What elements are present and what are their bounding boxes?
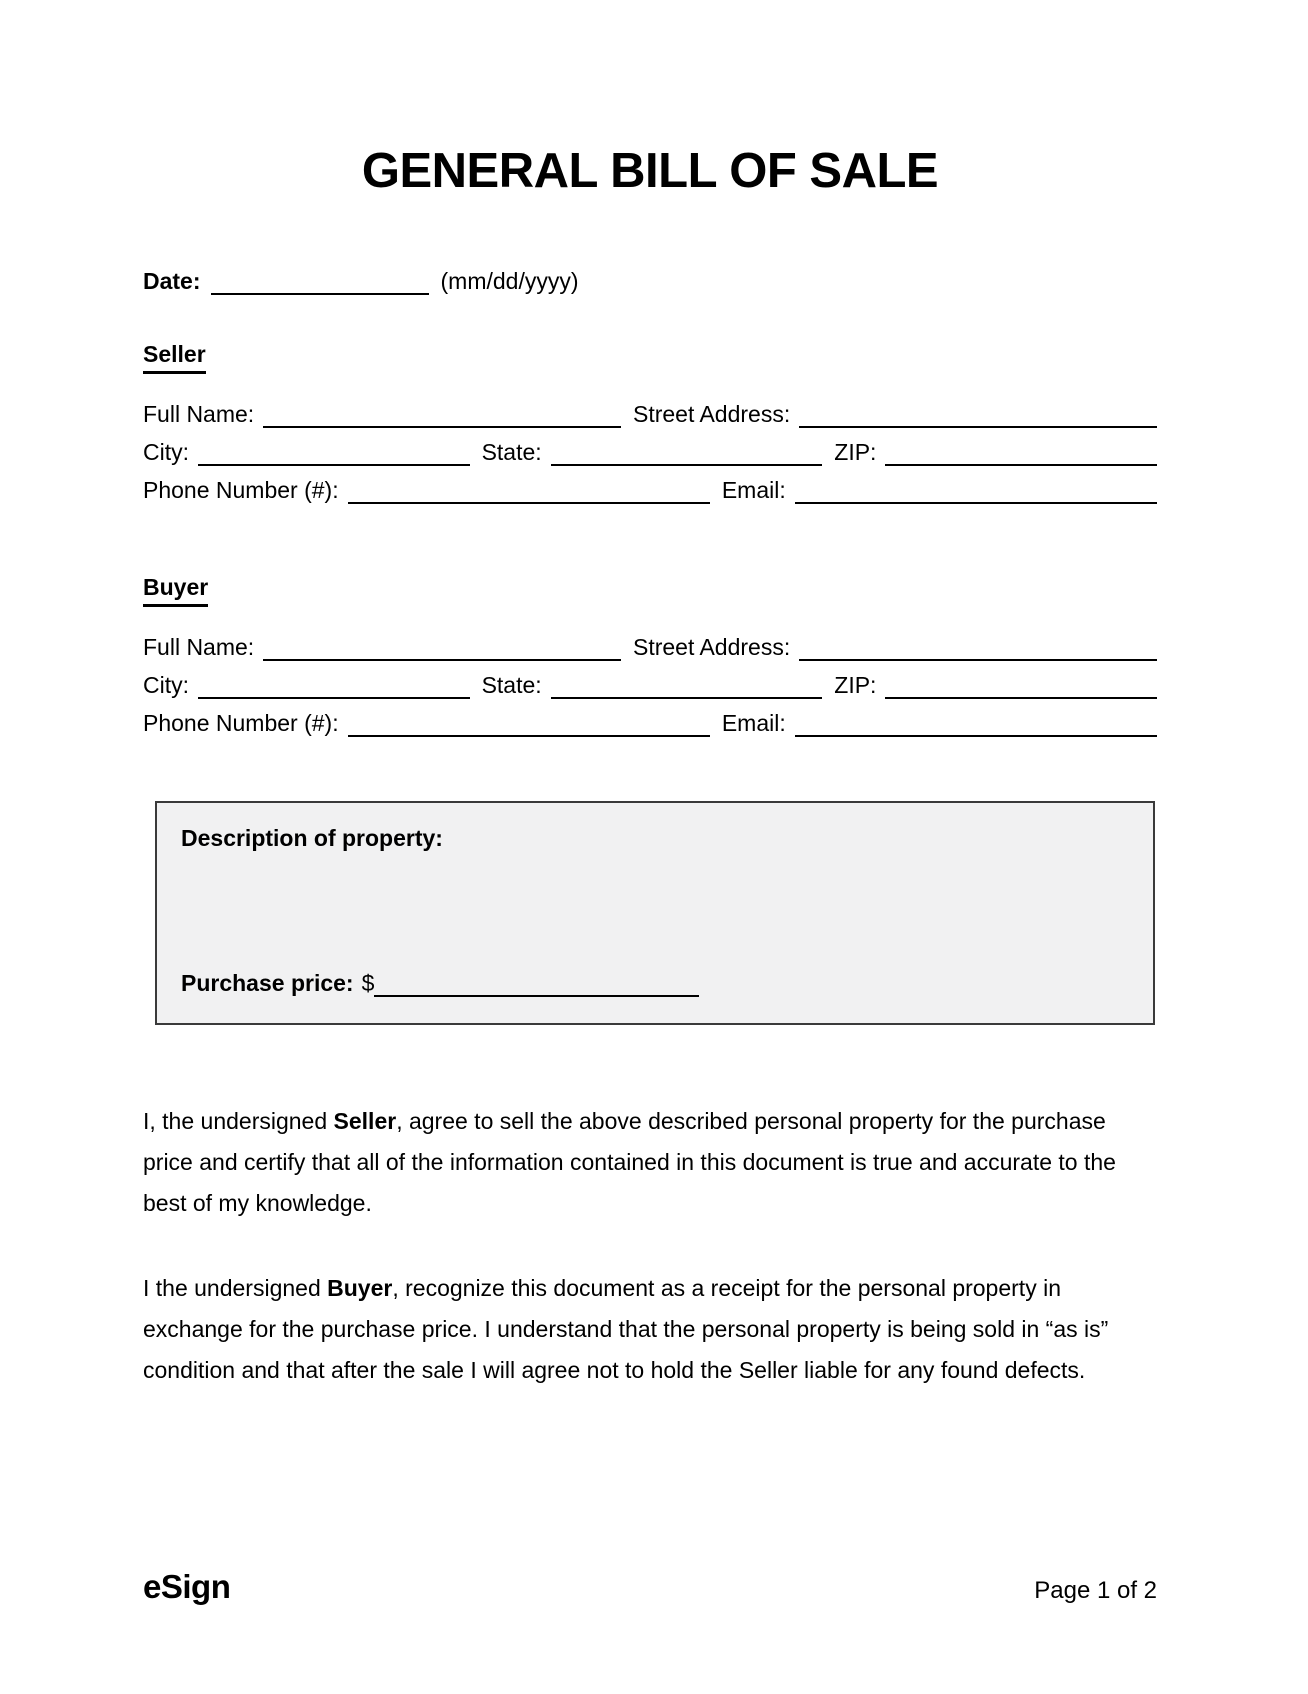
buyer-name-address-row	[143, 623, 1157, 661]
seller-phone-email-row	[143, 466, 1157, 504]
buyer-zip-label: ZIP:	[834, 671, 877, 698]
buyer-zip-line[interactable]	[885, 673, 1157, 699]
page-content	[143, 0, 1157, 1391]
buyer-clause-suffix: , recognize this document as a receipt for the personal property in exchange for the purchase price. I understand that the personal property is being sold in “as is” condition and that after the sale I will agree not to hold the Seller liable for any found defects.	[143, 1274, 1109, 1383]
seller-form-rows	[143, 390, 1157, 504]
buyer-email-label: Email:	[721, 709, 786, 736]
currency-symbol: $	[361, 969, 375, 996]
buyer-phone-email-row	[143, 699, 1157, 737]
seller-city-state-zip-row	[143, 428, 1157, 466]
seller-full-name-label: Full Name:	[143, 400, 255, 427]
buyer-full-name-label: Full Name:	[143, 633, 255, 660]
buyer-street-address-line[interactable]	[799, 635, 1157, 661]
buyer-email-line[interactable]	[795, 711, 1157, 737]
seller-city-line[interactable]	[198, 440, 470, 466]
seller-name-address-row	[143, 390, 1157, 428]
seller-phone-label: Phone Number (#):	[143, 476, 339, 503]
buyer-city-state-zip-row	[143, 661, 1157, 699]
seller-phone-line[interactable]	[348, 478, 710, 504]
buyer-state-label: State:	[481, 671, 542, 698]
buyer-form-rows	[143, 623, 1157, 737]
seller-email-label: Email:	[721, 476, 786, 503]
seller-clause-suffix: , agree to sell the above described personal property for the purchase price and certify that all of the information contained in this document is true and accurate to the best of my knowledge.	[143, 1107, 1116, 1216]
seller-city-label: City:	[143, 438, 189, 465]
buyer-street-address-label: Street Address:	[632, 633, 791, 660]
purchase-price-label: Purchase price:	[181, 969, 354, 996]
purchase-price-row	[181, 965, 1129, 997]
buyer-full-name-line[interactable]	[263, 635, 621, 661]
date-row	[143, 263, 1157, 295]
buyer-section	[143, 574, 1157, 737]
seller-heading: Seller	[143, 341, 1157, 374]
seller-zip-label: ZIP:	[834, 438, 877, 465]
buyer-phone-line[interactable]	[348, 711, 710, 737]
seller-full-name-line[interactable]	[263, 402, 621, 428]
seller-clause-prefix: I, the undersigned	[143, 1107, 334, 1134]
date-input-line[interactable]	[211, 269, 429, 295]
seller-agreement-paragraph	[143, 1101, 1157, 1224]
seller-email-line[interactable]	[795, 478, 1157, 504]
buyer-agreement-paragraph	[143, 1268, 1157, 1391]
seller-street-address-label: Street Address:	[632, 400, 791, 427]
page-number: Page 1 of 2	[1034, 1577, 1157, 1604]
buyer-clause-prefix: I the undersigned	[143, 1274, 328, 1301]
seller-clause-bold-term: Seller	[333, 1107, 397, 1134]
seller-state-line[interactable]	[551, 440, 823, 466]
date-label: Date:	[143, 267, 201, 294]
seller-section	[143, 341, 1157, 504]
purchase-price-line[interactable]	[374, 971, 699, 997]
seller-state-label: State:	[481, 438, 542, 465]
document-title: GENERAL BILL OF SALE	[361, 144, 939, 198]
esign-logo: eSign	[143, 1568, 231, 1605]
buyer-state-line[interactable]	[551, 673, 823, 699]
seller-zip-line[interactable]	[885, 440, 1157, 466]
buyer-phone-label: Phone Number (#):	[143, 709, 339, 736]
buyer-city-line[interactable]	[198, 673, 470, 699]
description-of-property-label: Description of property:	[181, 824, 443, 851]
seller-street-address-line[interactable]	[799, 402, 1157, 428]
date-format-hint: (mm/dd/yyyy)	[440, 267, 579, 294]
buyer-clause-bold-term: Buyer	[327, 1274, 393, 1301]
buyer-city-label: City:	[143, 671, 189, 698]
page-footer	[143, 1568, 1157, 1606]
buyer-heading: Buyer	[143, 574, 1157, 607]
property-description-box	[155, 801, 1155, 1025]
